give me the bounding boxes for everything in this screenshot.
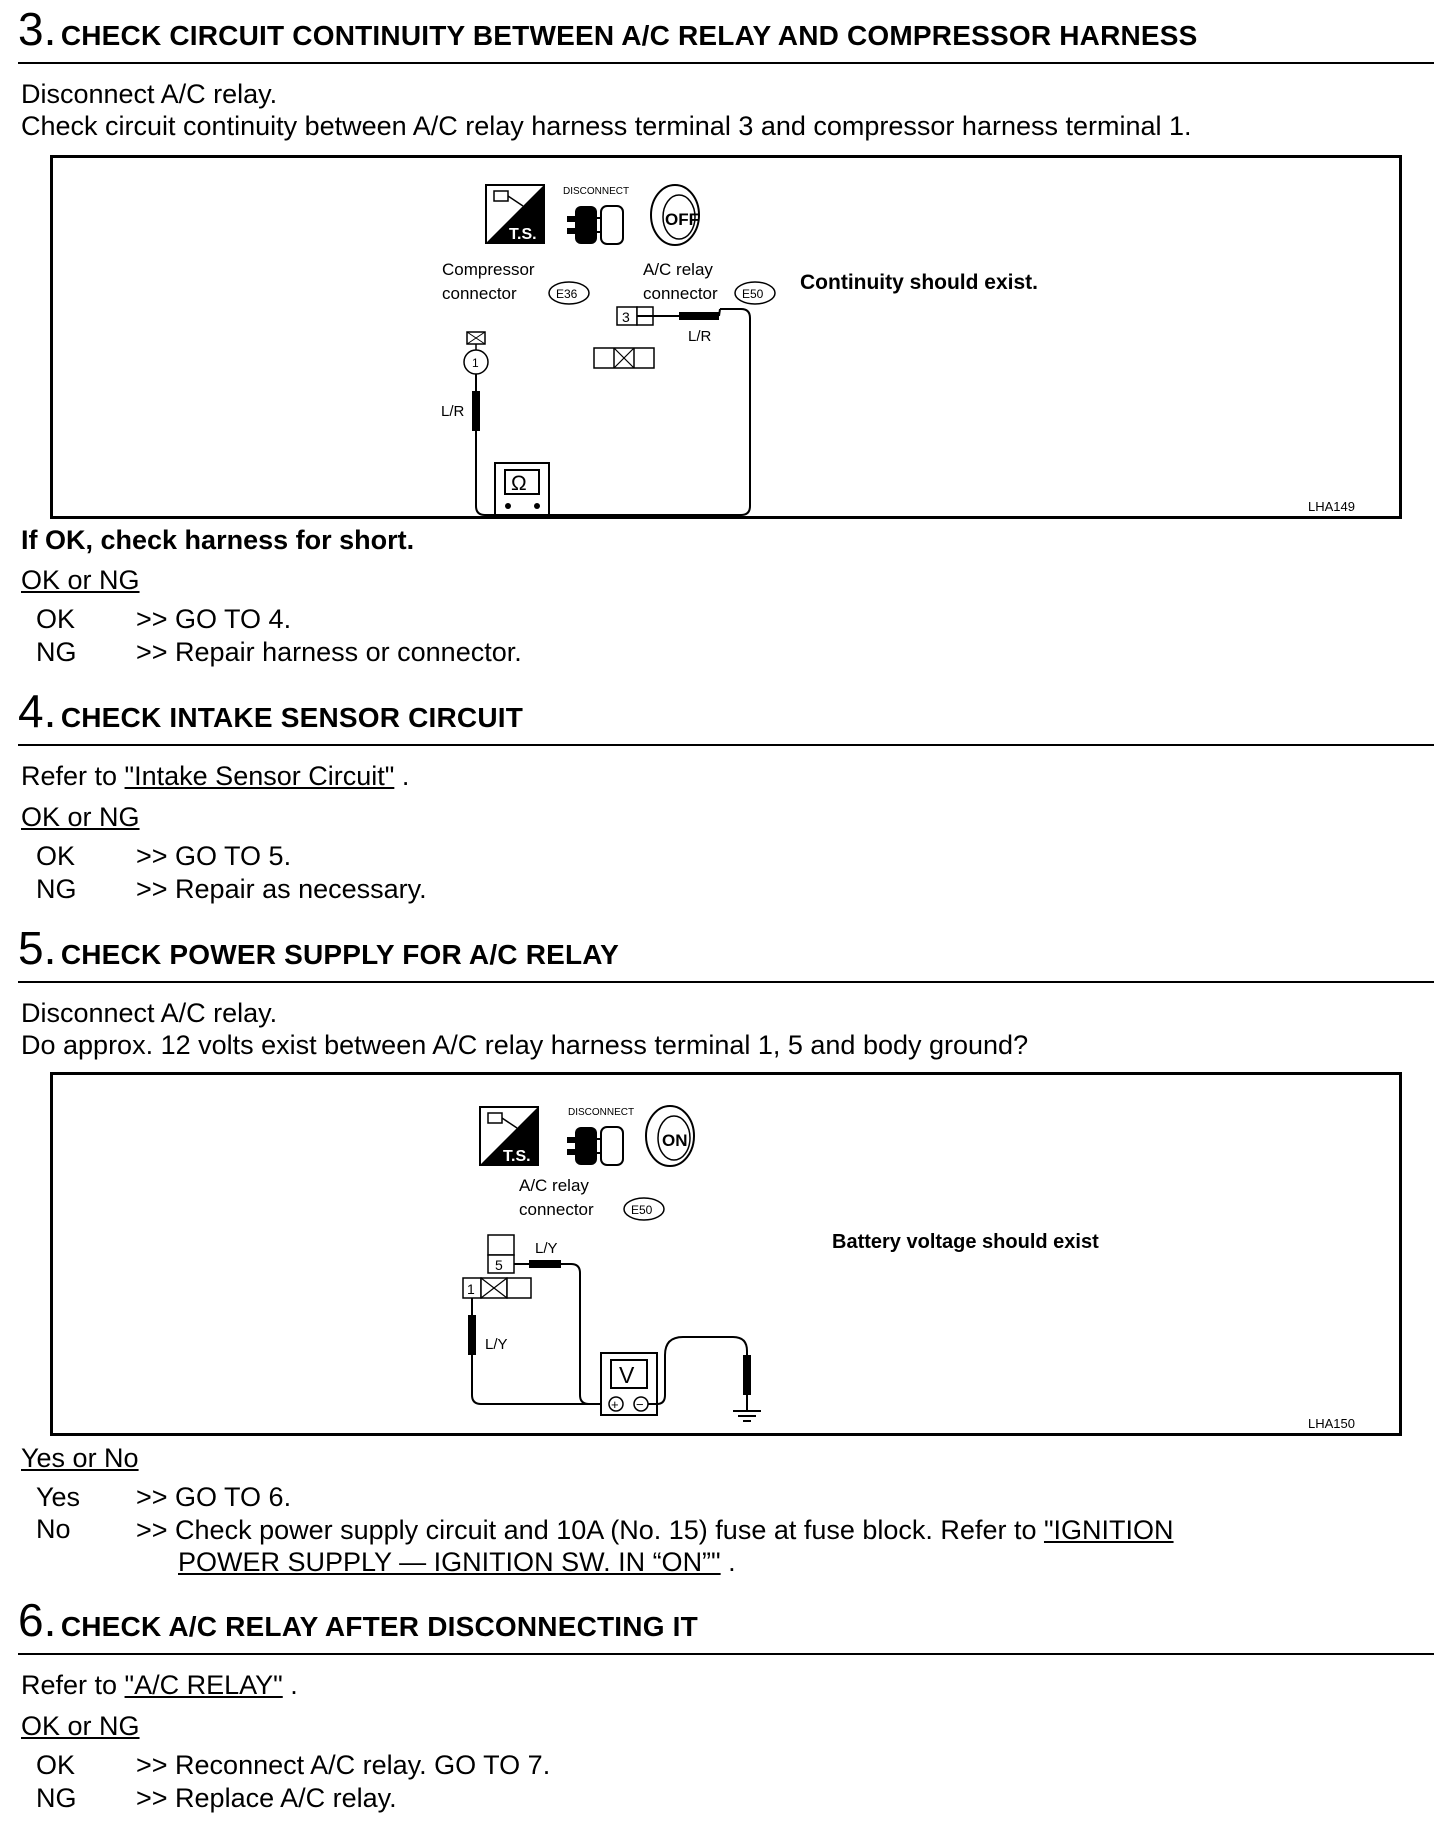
step6-ok-action: >> Reconnect A/C relay. GO TO 7. [136,1750,551,1780]
svg-text:ON: ON [662,1131,688,1150]
step4-ng-key: NG [36,874,77,904]
step4-refer-prefix: Refer to [21,761,125,791]
ignition-key-off-icon [651,185,699,245]
step5-instruction-1: Disconnect A/C relay. [21,998,278,1028]
step4-ok-key: OK [36,841,76,871]
ts-icon [486,185,544,243]
step6-ok-key: OK [36,1750,76,1780]
step3-instruction-1: Disconnect A/C relay. [21,79,278,109]
relay-label: A/C relay [519,1176,589,1195]
wire-label-ly-bottom: L/Y [485,1336,508,1353]
step3-ok-action: >> GO TO 4. [136,604,292,634]
step4-number: 4. [18,685,57,737]
svg-text:−: − [636,1397,644,1412]
step3-divider [18,62,1434,64]
step6-refer-prefix: Refer to [21,1670,125,1700]
step6-title: CHECK A/C RELAY AFTER DISCONNECTING IT [60,1611,698,1642]
svg-text:T.S.: T.S. [509,226,537,243]
svg-text:OFF: OFF [665,210,699,229]
ohmmeter-icon [495,463,549,515]
step3-expected-result: Continuity should exist. [800,271,1039,294]
step3-figure [50,155,1402,519]
step4-divider [18,744,1434,746]
step5-number: 5. [18,922,57,974]
relay-connector-code: E50 [742,287,764,301]
step5-no-action-suffix: . [720,1547,736,1577]
step4-refer [21,760,409,792]
ignition-power-supply-link[interactable]: "IGNITION [1043,1515,1174,1545]
step5-figure-id: LHA150 [1308,1416,1355,1431]
step5-result-label: Yes or No [21,1443,139,1473]
svg-text:Ω: Ω [511,472,527,495]
ac-relay-link[interactable]: "A/C RELAY" [124,1670,283,1700]
step3-title: CHECK CIRCUIT CONTINUITY BETWEEN A/C RELAY AND COMPRESSOR HARNESS [60,20,1198,51]
step3-ng-action: >> Repair harness or connector. [136,637,522,667]
step5-yes-action: >> GO TO 6. [136,1482,292,1512]
relay-label: A/C relay [643,260,713,279]
step5-no-key: No [36,1514,71,1544]
step6-ng-action: >> Replace A/C relay. [136,1783,397,1813]
relay-terminal-1: 1 [467,1281,475,1297]
step5-no-action-text: >> Check power supply circuit and 10A (No. 15) fuse at fuse block. Refer to [136,1515,1044,1545]
voltmeter-icon [601,1353,657,1415]
disconnect-connector-icon [563,186,629,244]
step4-ng-action: >> Repair as necessary. [136,874,427,904]
intake-sensor-circuit-link[interactable]: "Intake Sensor Circuit" [124,761,395,791]
step5-divider [18,981,1434,983]
step5-instruction-2: Do approx. 12 volts exist between A/C relay harness terminal 1, 5 and body ground? [21,1030,1029,1060]
compressor-label: Compressor [442,260,535,279]
step4-header [18,685,524,737]
step6-refer-suffix: . [282,1670,298,1700]
step3-figure-id: LHA149 [1308,499,1355,514]
svg-text:+: + [611,1397,619,1412]
disconnect-connector-icon [567,1107,634,1165]
step3-instruction-2: Check circuit continuity between A/C relay harness terminal 3 and compressor harness terminal 1. [21,111,1192,141]
wire-label-lr-left: L/R [441,403,465,420]
step6-refer [21,1669,298,1701]
relay-terminal-3: 3 [622,309,630,325]
step4-refer-suffix: . [394,761,410,791]
step4-title: CHECK INTAKE SENSOR CIRCUIT [60,702,524,733]
relay-connector-label: connector [643,284,718,303]
step4-ok-action: >> GO TO 5. [136,841,292,871]
svg-text:DISCONNECT: DISCONNECT [563,186,630,197]
step6-header [18,1594,698,1646]
step5-title: CHECK POWER SUPPLY FOR A/C RELAY [60,939,620,970]
step3-header [18,3,1198,55]
step6-ng-key: NG [36,1783,77,1813]
step5-no-action [136,1514,1346,1578]
step3-result-label: OK or NG [21,565,140,595]
ts-icon [480,1107,538,1165]
step6-result-label: OK or NG [21,1711,140,1741]
step6-divider [18,1653,1434,1655]
wire-label-ly-top: L/Y [535,1240,558,1257]
step3-ng-key: NG [36,637,77,667]
step5-expected-result: Battery voltage should exist [832,1231,1099,1253]
compressor-connector-label: connector [442,284,517,303]
step5-figure [50,1072,1402,1436]
ignition-power-supply-link-cont[interactable]: POWER SUPPLY — IGNITION SW. IN “ON”" [178,1547,721,1577]
step5-header [18,922,620,974]
step6-number: 6. [18,1594,57,1646]
step5-wiring-diagram [53,1075,1399,1433]
svg-text:T.S.: T.S. [503,1148,531,1165]
relay-connector-label: connector [519,1200,594,1219]
step4-result-label: OK or NG [21,802,140,832]
step3-number: 3. [18,3,57,55]
ignition-key-on-icon [646,1106,694,1166]
step3-note: If OK, check harness for short. [21,525,415,555]
svg-text:DISCONNECT: DISCONNECT [568,1107,635,1118]
step3-ok-key: OK [36,604,76,634]
compressor-connector-code: E36 [556,287,578,301]
svg-text:V: V [619,1362,635,1388]
compressor-terminal-1: 1 [472,356,479,370]
relay-terminal-5: 5 [495,1257,503,1273]
ground-symbol-icon [733,1411,761,1421]
step5-yes-key: Yes [36,1482,81,1512]
wire-label-lr-right: L/R [688,328,712,345]
relay-connector-code: E50 [631,1203,653,1217]
step3-wiring-diagram [53,158,1399,516]
